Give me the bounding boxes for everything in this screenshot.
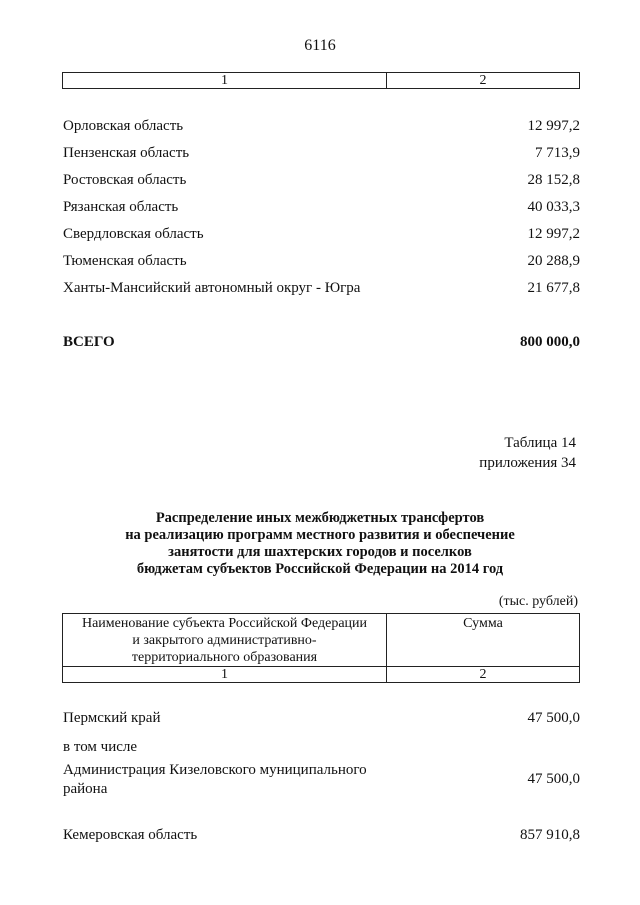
column-number-header bbox=[62, 72, 580, 89]
municipality-amount: 47 500,0 bbox=[527, 771, 580, 787]
table-row bbox=[63, 251, 580, 271]
column-number-2: 2 bbox=[387, 73, 580, 89]
region-name: Тюменская область bbox=[63, 253, 187, 269]
table-row bbox=[63, 825, 580, 845]
region-amount: 12 997,2 bbox=[527, 226, 580, 242]
region-name: Рязанская область bbox=[63, 199, 179, 215]
table-row bbox=[63, 143, 580, 163]
region-amount: 21 677,8 bbox=[527, 280, 580, 296]
including-label: в том числе bbox=[63, 739, 138, 755]
region-amount: 40 033,3 bbox=[527, 199, 580, 215]
municipality-amount-row bbox=[63, 769, 580, 789]
table-row bbox=[63, 197, 580, 217]
page-number: 6116 bbox=[304, 37, 336, 54]
table-row bbox=[63, 708, 580, 728]
municipality-name-line: Администрация Кизеловского муниципального bbox=[63, 762, 367, 778]
table-header bbox=[62, 613, 580, 683]
column-number-1: 1 bbox=[63, 667, 387, 683]
region-name: Пензенская область bbox=[63, 145, 190, 161]
column-header-name-line: и закрытого административно- bbox=[132, 633, 317, 648]
table-row bbox=[63, 278, 580, 298]
table-row bbox=[63, 170, 580, 190]
table-title-line: на реализацию программ местного развития и обеспечение bbox=[125, 527, 515, 543]
including-label-row bbox=[63, 737, 580, 757]
table-title-line: занятости для шахтерских городов и поселков bbox=[168, 544, 472, 560]
region-name: Ханты-Мансийский автономный округ - Югра bbox=[63, 280, 361, 296]
region-amount: 12 997,2 bbox=[527, 118, 580, 134]
total-label: ВСЕГО bbox=[63, 334, 115, 350]
region-name: Ростовская область bbox=[63, 172, 187, 188]
region-amount: 28 152,8 bbox=[527, 172, 580, 188]
municipality-name-line: района bbox=[63, 781, 108, 797]
table-row bbox=[63, 116, 580, 136]
column-header-name-line: территориального образования bbox=[131, 650, 318, 665]
column-header-name-line: Наименование субъекта Российской Федерации bbox=[81, 616, 368, 631]
total-amount: 800 000,0 bbox=[520, 334, 580, 350]
table-row bbox=[63, 224, 580, 244]
table-title-line: бюджетам субъектов Российской Федерации на 2014 год bbox=[136, 561, 504, 577]
appendix-reference: приложения 34 bbox=[479, 455, 576, 471]
table-title-line: Распределение иных межбюджетных трансфертов bbox=[155, 510, 485, 526]
region-name: Орловская область bbox=[63, 118, 184, 134]
region-amount: 857 910,8 bbox=[520, 827, 580, 843]
region-name: Пермский край bbox=[63, 710, 161, 726]
region-amount: 20 288,9 bbox=[527, 253, 580, 269]
column-number-2: 2 bbox=[387, 667, 580, 683]
total-row bbox=[63, 332, 580, 352]
units-label: (тыс. рублей) bbox=[498, 594, 578, 609]
region-amount: 7 713,9 bbox=[535, 145, 580, 161]
region-name: Свердловская область bbox=[63, 226, 204, 242]
column-number-1: 1 bbox=[63, 73, 387, 89]
region-name: Кемеровская область bbox=[63, 827, 198, 843]
column-header-name bbox=[63, 614, 387, 667]
column-header-sum: Сумма bbox=[387, 614, 580, 667]
region-amount: 47 500,0 bbox=[527, 710, 580, 726]
table-number: Таблица 14 bbox=[504, 435, 576, 451]
